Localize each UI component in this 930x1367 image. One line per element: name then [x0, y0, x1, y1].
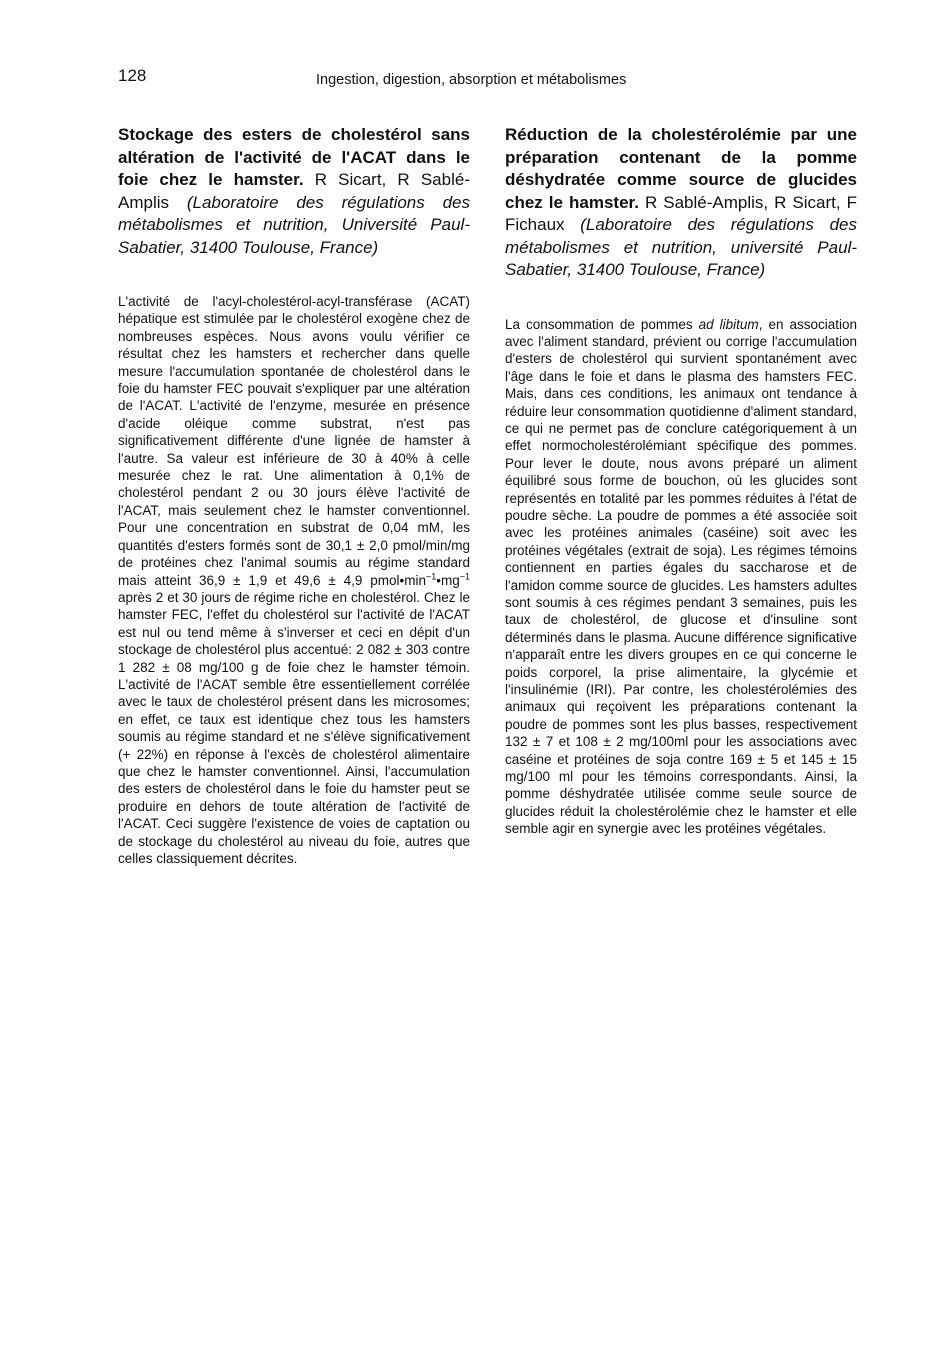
superscript: −1	[425, 571, 437, 581]
article-abstract	[118, 293, 470, 867]
article-affiliation: (Laboratoire des régulations des métabolismes et nutrition, université Paul-Sabatier, 31400 Toulouse, France)	[505, 215, 857, 279]
abstract-text: après 2 et 30 jours de régime riche en cholestérol. Chez le hamster FEC, l'effet du cholestérol sur l'activité de l'ACAT est nul ou tend même à s'inverser et ceci en dépit d'un stockage de cholestérol plus accentué: 2 082 ± 303 contre 1 282 ± 08 mg/100 g de foie chez le hamster témoin. L'activité de l'ACAT semble être essentiellement corrélée avec le taux de cholestérol présent dans les microsomes; en effet, ce taux est identique chez tous les hamsters soumis au régime standard et ne s'élève significativement (+ 22%) en réponse à l'excès de cholestérol alimentaire que chez le hamster conventionnel. Ainsi, l'accumulation des esters de cholestérol dans le foie du hamster peut se produire en dehors de toute altération de l'activité de l'ACAT. Ceci suggère l'existence de voies de captation ou de stockage du cholestérol au niveau du foie, autres que celles classiquement décrites.	[118, 589, 470, 866]
article-title: Réduction de la cholestérolémie par une préparation contenant de la pomme déshydratée comme source de glucides chez le hamster.	[505, 125, 857, 212]
article-affiliation: (Laboratoire des régulations des métabolismes et nutrition, Université Paul-Sabatier, 31400 Toulouse, France)	[118, 192, 470, 257]
article-authors: R Sablé-Amplis, R Sicart, F Fichaux	[505, 192, 857, 234]
running-title: Ingestion, digestion, absorption et métabolismes	[316, 72, 627, 88]
abstract-text: L'activité de l'acyl-cholestérol-acyl-transférase (ACAT) hépatique est stimulée par le cholestérol exogène chez de nombreuses espèces. Nous avons voulu vérifier ce résultat chez les hamsters et rechercher dans quelle mesure l'accumulation spontanée de cholestérol dans le foie du hamster FEC pouvait s'expliquer par une altération de l'ACAT. L'activité de l'enzyme, mesurée en présence d'acide oléique comme substrat, n'est pas significativement différente d'une lignée de hamster à l'autre. Sa valeur est inférieure de 30 à 40% à celle mesurée chez le rat. Une alimentation à 0,1% de cholestérol pendant 2 ou 30 jours élève l'activité de l'ACAT, mais seulement chez le hamster conventionnel. Pour une concentration en substrat de 0,04 mM, les quantités d'esters formés sont de 30,1 ± 2,0 pmol/min/mg de protéines chez l'animal soumis au régime standard mais atteint 36,9 ± 1,9 et 49,6 ± 4,9 pmol•min	[118, 294, 470, 588]
article-right	[505, 124, 857, 838]
superscript: −1	[459, 571, 470, 581]
article-heading	[118, 124, 470, 259]
article-abstract	[505, 316, 857, 838]
abstract-emphasis: ad libitum	[698, 316, 759, 332]
article-title: Stockage des esters de cholestérol sans altération de l'activité de l'ACAT dans le foie chez le hamster.	[118, 125, 470, 189]
article-authors: R Sicart, R Sablé-Amplis	[118, 170, 470, 212]
abstract-text: •mg	[436, 572, 460, 588]
page-number: 128	[118, 66, 147, 85]
abstract-text: La consommation de pommes	[505, 316, 699, 332]
article-left	[118, 124, 470, 867]
abstract-text: , en association avec l'aliment standard, prévient ou corrige l'accumulation d'esters de cholestérol qui survient spontanément avec l'âge dans le foie et dans le plasma des hamsters FEC. Mais, dans ces conditions, les animaux ont tendance à réduire leur consommation quotidienne d'aliment standard, ce qui ne permet pas de conclure catégoriquement à un effet normocholestérolémiant spécifique des pommes. Pour lever le doute, nous avons préparé un aliment équilibré sous forme de bouchon, où les glucides sont représentés en totalité par les pommes réduites à l'état de poudre sèche. La poudre de pommes a été associée soit avec les protéines animales (caséine) soit avec les protéines végétales (extrait de soja). Les régimes témoins contiennent en parties égales du saccharose et de l'amidon comme source de glucides. Les hamsters adultes sont soumis à ces régimes pendant 3 semaines, puis les taux de cholestérol, de glucose et d'insuline sont déterminés dans le plasma. Aucune différence significative n'apparaît entre les divers groupes en ce qui concerne le poids corporel, la prise alimentaire, la glycémie et l'insulinémie (IRI). Par contre, les cholestérolémies des animaux qui reçoivent les préparations contenant la poudre de pommes sont les plus basses, respectivement 132 ± 7 et 108 ± 2 mg/100ml pour les associations avec caséine et protéines de soja contre 169 ± 5 et 145 ± 15 mg/100 ml pour les témoins correspondants. Ainsi, la pomme déshydratée utilisée comme seule source de glucides réduit la cholestérolémie chez le hamster et elle semble agir en synergie avec les protéines végétales.	[505, 316, 858, 837]
article-heading	[505, 124, 857, 282]
